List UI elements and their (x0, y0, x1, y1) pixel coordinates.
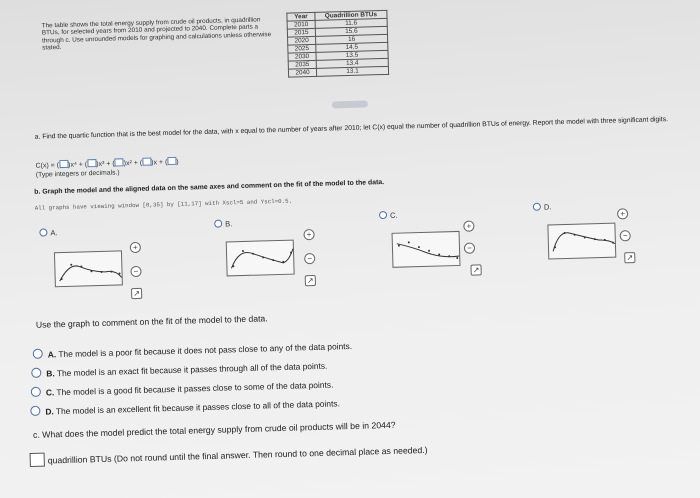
term-label: x⁴ + (70, 161, 84, 169)
graph-curve (227, 241, 296, 278)
table-cell: 15.6 (315, 26, 387, 36)
fit-choice-d[interactable] (30, 397, 340, 417)
table-cell: 13.1 (316, 66, 388, 76)
graph-thumbnail-d (547, 223, 616, 260)
table-cell: 2025 (288, 44, 316, 53)
choice-text: The model is an exact fit because it passes through all of the data points. (56, 360, 328, 379)
table-header-year: Year (287, 12, 315, 21)
fit-choice-c[interactable] (31, 379, 334, 398)
graph-curve (55, 251, 124, 288)
expand-graph-icon[interactable]: ↗ (131, 288, 142, 299)
term-label: x² + (125, 159, 139, 168)
term-label: x³ + (98, 160, 111, 168)
zoom-in-icon[interactable]: + (303, 229, 314, 240)
viewing-window-text: All graphs have viewing window [0,35] by [11,17] with Xscl=5 and Yscl=0.5. (34, 197, 293, 212)
part-a-question: a. Find the quartic function that is the best model for the data, with x equal to the number of years after 2010; let C(x) equal the number of quadrillion BTUs of energy. Report the model with three significant digits. (34, 116, 669, 141)
intro-text: The table shows the total energy supply from crude oil products, in quadrillion BTUs, for selected years from 2010 and projected to 2040. Complete parts a through c. Use unrounded models for graphing and calculations unless otherwise stated. (41, 16, 272, 52)
formula-row: C(x) = ( )x⁴ + ( )x³ + ( )x² + ( )x + ( ) (35, 158, 179, 170)
formula-start: C(x) = (35, 162, 55, 170)
graph-option-c[interactable] (379, 211, 398, 221)
graph-curve (548, 224, 617, 261)
expand-graph-icon[interactable]: ↗ (624, 252, 635, 263)
coefficient-input-c[interactable] (115, 158, 124, 166)
expand-graph-icon[interactable]: ↗ (305, 275, 316, 286)
term-label: x + (153, 159, 164, 167)
option-label: B. (225, 219, 233, 229)
table-cell: 2015 (287, 28, 315, 37)
choice-letter: C. (45, 387, 55, 398)
table-cell: 14.5 (316, 42, 388, 52)
choice-letter: A. (47, 349, 57, 360)
radio-button[interactable] (30, 406, 40, 416)
table-cell: 2030 (288, 52, 316, 61)
choice-letter: B. (46, 368, 55, 379)
table-header-btus: Quadrillion BTUs (315, 10, 387, 20)
option-label: D. (543, 202, 552, 212)
table-cell: 2020 (288, 36, 316, 45)
zoom-in-icon[interactable]: + (617, 208, 628, 219)
data-table (286, 10, 389, 78)
answer-input[interactable] (30, 453, 45, 467)
zoom-out-icon[interactable]: − (304, 253, 315, 264)
coefficient-input-a[interactable] (59, 160, 68, 168)
graph-thumbnail-c (392, 231, 461, 268)
fit-choice-b[interactable] (31, 360, 327, 379)
radio-button[interactable] (33, 349, 43, 359)
graph-thumbnail-b (226, 240, 295, 277)
graph-option-a[interactable] (39, 228, 57, 238)
coefficient-input-e[interactable] (167, 157, 176, 165)
part-b-question: b. Graph the model and the aligned data on the same axes and comment on the fit of the model to the data. (34, 179, 385, 196)
expand-graph-icon[interactable]: ↗ (470, 264, 481, 275)
graph-thumbnail-a (54, 250, 123, 287)
table-cell: 13.4 (316, 58, 388, 68)
table-cell: 16 (316, 34, 388, 44)
part-c-question: c. What does the model predict the total energy supply from crude oil products will be in 2044? (32, 419, 396, 440)
table-cell: 2010 (287, 20, 315, 29)
zoom-out-icon[interactable]: − (130, 266, 141, 277)
answer-suffix: quadrillion BTUs (Do not round until the final answer. Then round to one decimal place as needed.) (47, 444, 428, 466)
expand-button[interactable] (332, 100, 368, 108)
coefficient-input-b[interactable] (87, 159, 96, 167)
radio-button[interactable] (533, 203, 541, 211)
radio-button[interactable] (31, 368, 41, 378)
choice-text: The model is a good fit because it passes close to some of the data points. (56, 379, 334, 398)
zoom-in-icon[interactable]: + (463, 221, 474, 232)
zoom-out-icon[interactable]: − (464, 243, 475, 254)
answer-row (30, 442, 428, 467)
table-cell: 13.5 (316, 50, 388, 60)
input-note: (Type integers or decimals.) (35, 169, 120, 179)
radio-button[interactable] (379, 211, 387, 219)
zoom-in-icon[interactable]: + (130, 242, 141, 253)
fit-choice-a[interactable] (33, 340, 353, 360)
graph-curve (393, 232, 462, 269)
coefficient-input-d[interactable] (142, 158, 151, 166)
use-graph-prompt: Use the graph to comment on the fit of the model to the data. (35, 313, 268, 330)
option-label: A. (50, 228, 58, 238)
zoom-out-icon[interactable]: − (620, 230, 631, 241)
choice-text: The model is an excellent fit because it passes close to all of the data points. (55, 398, 340, 417)
radio-button[interactable] (31, 387, 41, 397)
option-label: C. (389, 210, 398, 220)
choice-text: The model is a poor fit because it does not pass close to any of the data points. (58, 340, 353, 360)
table-cell: 11.6 (315, 18, 387, 28)
table-cell: 2035 (288, 60, 316, 69)
table-cell: 2040 (288, 68, 316, 77)
graph-option-b[interactable] (214, 219, 232, 229)
radio-button[interactable] (214, 220, 222, 228)
radio-button[interactable] (39, 228, 47, 236)
choice-letter: D. (45, 406, 54, 417)
graph-option-d[interactable] (533, 202, 552, 212)
